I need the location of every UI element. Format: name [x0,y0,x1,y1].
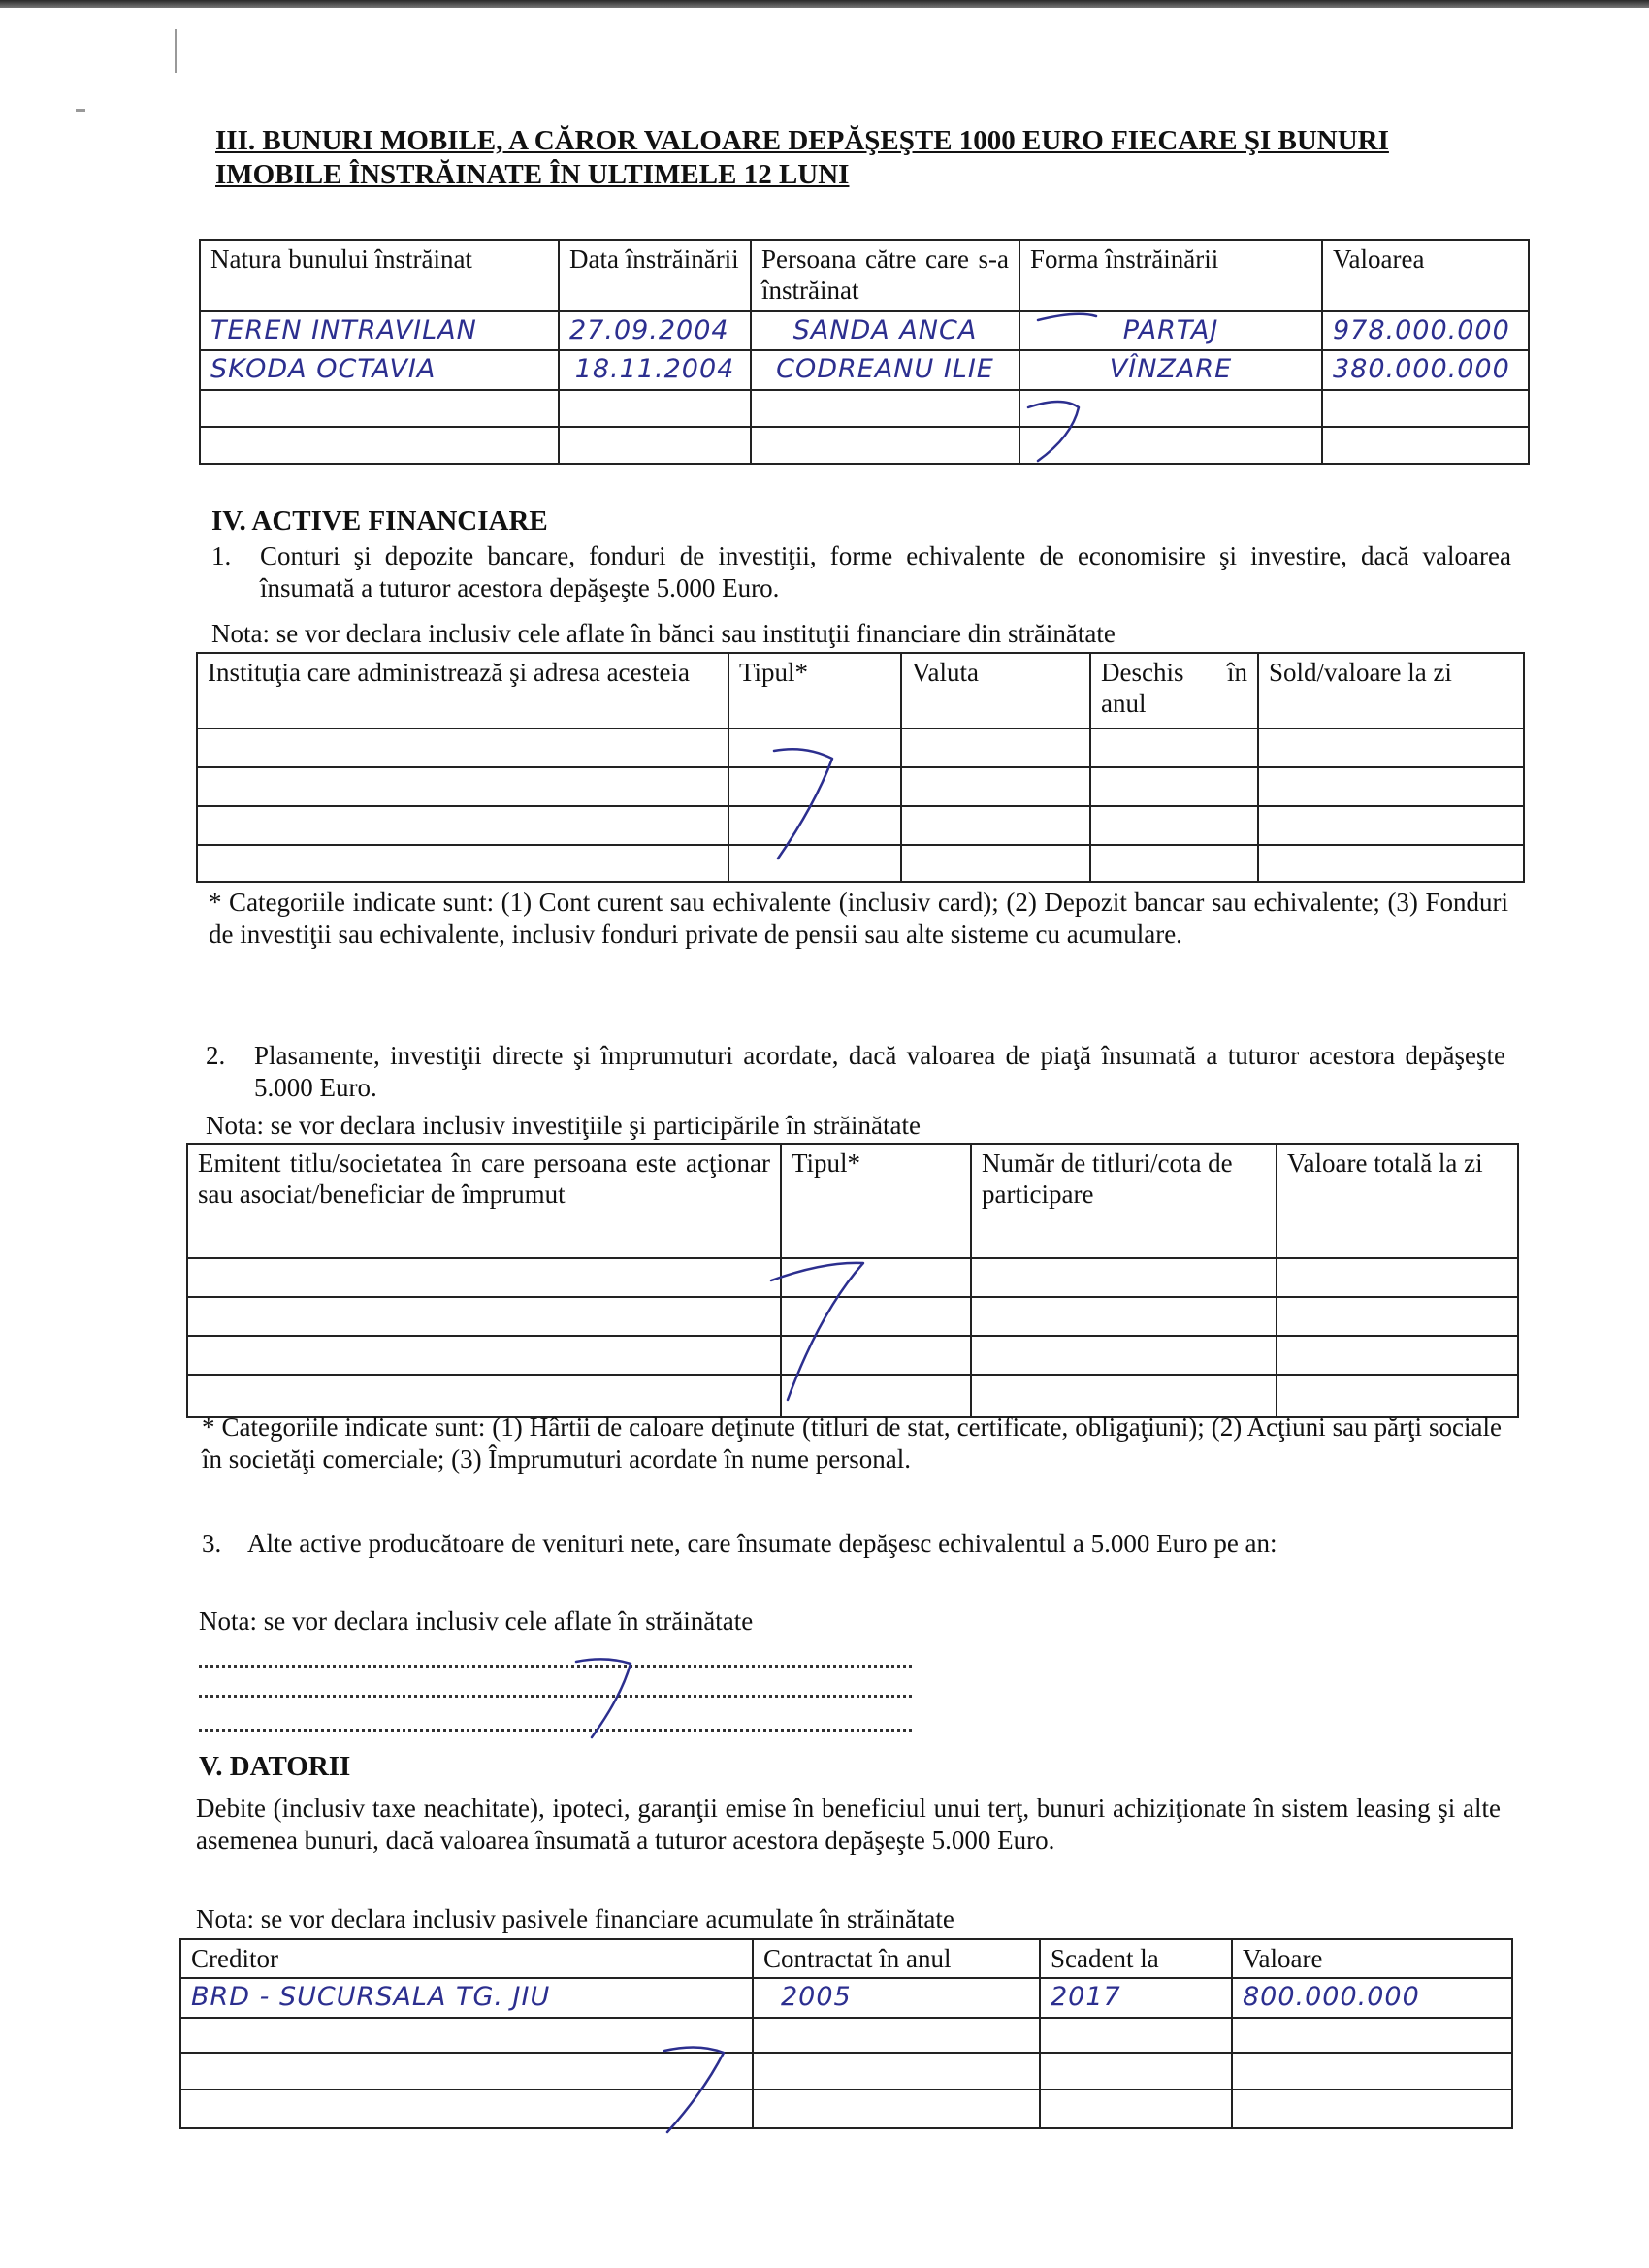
scan-mark [175,29,177,73]
table-row [200,311,1529,350]
strike-mark [660,2039,737,2136]
table-row [200,350,1529,389]
item2-number: 2. [206,1041,226,1070]
person-cell: SANDA ANCA [751,311,1019,350]
blank-line [199,1691,912,1698]
section5-title: V. DATORII [199,1751,351,1782]
column-header: Deschis în anul [1090,653,1258,729]
table-row [180,2018,1512,2053]
value-cell: 380.000.000 [1322,350,1529,389]
asset-nature-cell: TEREN INTRAVILAN [200,311,559,350]
table-row [197,767,1524,806]
strike-mark [572,1654,640,1741]
debts-table [179,1938,1513,2129]
table-header-row [200,240,1529,311]
table-header-row [187,1144,1518,1258]
item2-note: Nota: se vor declara inclusiv investiţiile şi participările în străinătate [206,1111,922,1140]
item1-text: Conturi şi depozite bancare, fonduri de investiţii, forme echivalente de economisire şi investire, dacă valoarea însumată a tuturor acestora depăşeşte 5.000 Euro. [260,541,1511,602]
blank-line [199,1725,912,1732]
scan-mark [76,109,85,112]
column-header: Emitent titlu/societatea în care persoana este acţionar sau asociat/beneficiar de împrumut [187,1144,781,1258]
section4-title: IV. ACTIVE FINANCIARE [211,505,548,536]
item1-number: 1. [211,541,232,570]
item2-footnote: * Categoriile indicate sunt: (1) Hârtii de caloare deţinute (titluri de stat, certificate, obligaţiuni); (2) Acţiuni sau părţi sociale în societăţi comerciale; (3) Împrumuturi acordate în nume personal. [202,1412,1502,1474]
column-header: Data înstrăinării [559,240,751,311]
table-row [197,806,1524,845]
value-cell: 978.000.000 [1322,311,1529,350]
column-header: Contractat în anul [753,1939,1040,1978]
table-row [180,2090,1512,2128]
column-header: Scadent la [1040,1939,1232,1978]
date-cell: 18.11.2004 [559,350,751,389]
scan-edge [0,0,1649,8]
column-header: Valoare totală la zi [1277,1144,1518,1258]
table-row [200,427,1529,464]
form-cell: PARTAJ [1019,311,1322,350]
bank-accounts-table [196,652,1525,883]
column-header: Creditor [180,1939,753,1978]
column-header: Forma înstrăinării [1019,240,1322,311]
strike-mark [766,737,844,863]
section3-table [199,239,1530,465]
item3-number: 3. [202,1529,222,1558]
column-header: Instituţia care administrează şi adresa acesteia [197,653,728,729]
column-header: Tipul* [781,1144,971,1258]
section5-text: Debite (inclusiv taxe neachitate), ipoteci, garanţii emise în beneficiul unui terţ, bunuri achiziţionate în sistem leasing şi alte asemenea bunuri, dacă valoarea însumată a tuturor acestora depăşeşte 5.000 Euro. [196,1794,1501,1855]
section3-title: III. BUNURI MOBILE, A CĂROR VALOARE DEPĂŞEŞTE 1000 EURO FIECARE ŞI BUNURI IMOBILE ÎNSTRĂINATE ÎN ULTIMELE 12 LUNI [215,125,1389,190]
creditor-cell: BRD - SUCURSALA TG. JIU [180,1978,753,2017]
form-cell: VÎNZARE [1019,350,1322,389]
table-row [180,1978,1512,2017]
column-header: Natura bunului înstrăinat [200,240,559,311]
debt-value-cell: 800.000.000 [1232,1978,1512,2017]
table-row [200,390,1529,427]
person-cell: CODREANU ILIE [751,350,1019,389]
column-header: Număr de titluri/cota de participare [971,1144,1277,1258]
item2-text: Plasamente, investiţii directe şi împrumuturi acordate, dacă valoarea de piaţă însumată a tuturor acestora depăşeşte 5.000 Euro. [254,1041,1505,1102]
blank-line [199,1661,912,1668]
table-header-row [197,653,1524,729]
table-row [180,2053,1512,2090]
strike-mark [1018,310,1096,466]
strike-mark [766,1259,883,1405]
asset-nature-cell: SKODA OCTAVIA [200,350,559,389]
column-header: Valuta [901,653,1090,729]
column-header: Sold/valoare la zi [1258,653,1524,729]
date-cell: 27.09.2004 [559,311,751,350]
item3-note: Nota: se vor declara inclusiv cele aflate în străinătate [199,1606,754,1636]
contracted-year-cell: 2005 [753,1978,1040,2017]
item3-text: Alte active producătoare de venituri nete, care însumate depăşesc echivalentul a 5.000 Euro pe an: [247,1529,1277,1558]
column-header: Valoarea [1322,240,1529,311]
due-year-cell: 2017 [1040,1978,1232,2017]
table-row [197,845,1524,882]
item1-footnote: * Categoriile indicate sunt: (1) Cont curent sau echivalente (inclusiv card); (2) Depozit bancar sau echivalente; (3) Fonduri de investiţii sau echivalente, inclusiv fonduri private de pensii sau alte sisteme cu acumulare. [209,888,1508,949]
table-header-row [180,1939,1512,1978]
table-row [197,729,1524,767]
column-header: Persoana către care s-a înstrăinat [751,240,1019,311]
item1-note: Nota: se vor declara inclusiv cele aflate în bănci sau instituţii financiare din străinătate [211,619,1116,648]
column-header: Valoare [1232,1939,1512,1978]
column-header: Tipul* [728,653,901,729]
section5-note: Nota: se vor declara inclusiv pasivele financiare acumulate în străinătate [196,1904,954,1933]
